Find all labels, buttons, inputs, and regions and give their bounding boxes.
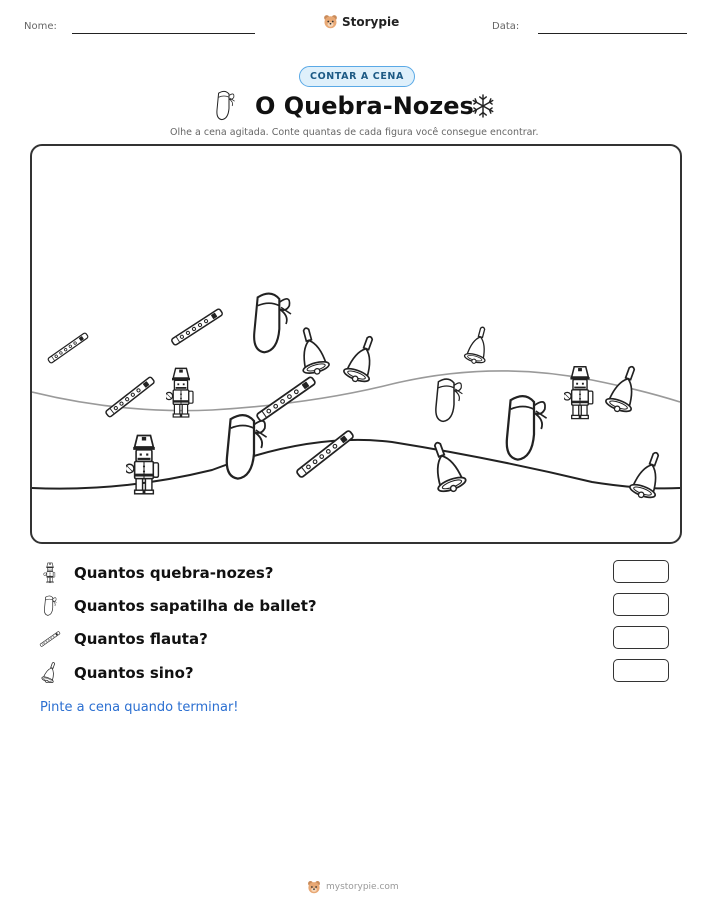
name-field[interactable]	[72, 33, 255, 34]
page-title: O Quebra-Nozes	[255, 92, 474, 120]
ballet-shoe-icon	[507, 396, 547, 459]
date-label: Data:	[492, 21, 520, 32]
flute-icon	[47, 332, 88, 363]
scene-illustration	[32, 146, 680, 542]
answer-box-bell[interactable]	[613, 659, 669, 682]
bell-icon	[604, 362, 645, 416]
question-row	[38, 562, 338, 584]
answer-box-ballet-shoe[interactable]	[613, 593, 669, 616]
flute-icon	[256, 376, 316, 421]
bell-icon	[293, 325, 331, 378]
question-row	[38, 661, 338, 685]
footer-url[interactable]: mystorypie.com	[326, 882, 399, 892]
bell-icon	[463, 325, 493, 366]
snowflake-icon	[470, 93, 496, 119]
bell-icon	[628, 448, 669, 502]
brand-logo	[323, 14, 399, 29]
ballet-shoe-icon	[254, 294, 291, 353]
flute-icon	[38, 628, 62, 650]
bell-icon	[39, 661, 61, 685]
bell-icon	[342, 332, 383, 386]
question-text: Quantos quebra-nozes?	[74, 564, 274, 582]
flute-icon	[105, 376, 155, 417]
footer-brand	[307, 880, 399, 894]
activity-badge: CONTAR A CENA	[299, 66, 415, 87]
question-row	[38, 628, 338, 650]
question-row	[38, 595, 338, 617]
bear-icon	[307, 880, 321, 894]
nutcracker-icon	[40, 562, 60, 584]
question-text: Quantos flauta?	[74, 630, 208, 648]
coloring-note: Pinte a cena quando terminar!	[40, 700, 239, 715]
brand-name: Storypie	[342, 14, 400, 29]
name-label: Nome:	[24, 21, 57, 32]
answer-box-flute[interactable]	[613, 626, 669, 649]
bell-icon	[423, 438, 468, 496]
instructions: Olhe a cena agitada. Conte quantas de cada figura você consegue encontrar.	[170, 127, 539, 138]
date-field[interactable]	[538, 33, 687, 34]
ballet-shoe-icon	[212, 90, 238, 122]
ballet-shoe-icon	[40, 595, 60, 617]
question-text: Quantos sino?	[74, 664, 194, 682]
answer-box-nutcracker[interactable]	[613, 560, 669, 583]
ballet-shoe-icon	[436, 379, 463, 421]
flute-icon	[296, 430, 354, 478]
flute-icon	[171, 308, 223, 345]
bear-icon	[323, 14, 338, 29]
nutcracker-icon	[563, 367, 592, 419]
question-text: Quantos sapatilha de ballet?	[74, 597, 317, 615]
ballet-shoe-icon	[227, 415, 267, 478]
counting-scene	[30, 144, 682, 544]
